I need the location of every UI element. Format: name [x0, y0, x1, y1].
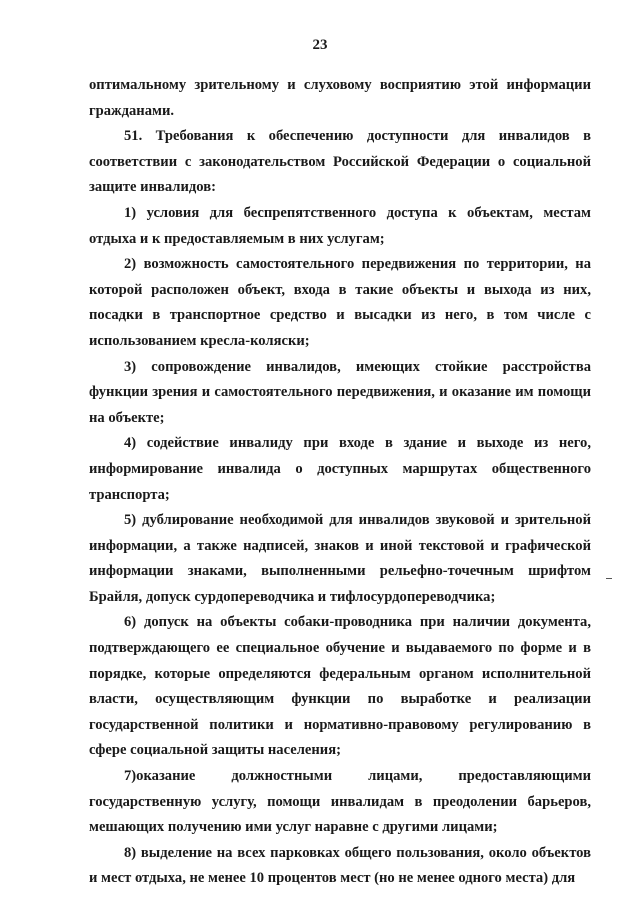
paragraph-subitem-5: 5) дублирование необходимой для инвалидов звуковой и зрительной информации, а также надписей, знаков и иной текстовой и графической информации знаками, выполненными рельефно-точечным шрифтом Брайля, допуск сурдопереводчика и тифлосурдопереводчика;	[89, 512, 591, 605]
paragraph-item-51: 51. Требования к обеспечению доступности для инвалидов в соответствии с законодательством Российской Федерации о социальной защите инвалидов:	[89, 128, 591, 196]
paragraph-subitem-8: 8) выделение на всех парковках общего пользования, около объектов и мест отдыха, не менее 10 процентов мест (но не менее одного места) для	[89, 844, 591, 887]
paragraph-subitem-4: 4) содействие инвалиду при входе в здание и выходе из него, информирование инвалида о доступных маршрутах общественного транспорта;	[89, 435, 591, 503]
paragraph-subitem-1: 1) условия для беспрепятственного доступа к объектам, местам отдыха и к предоставляемым в них услугам;	[89, 204, 591, 247]
document-body	[89, 73, 591, 892]
paragraph-continuation: оптимальному зрительному и слуховому восприятию этой информации гражданами.	[89, 77, 591, 119]
margin-mark	[606, 578, 612, 579]
paragraph-subitem-2: 2) возможность самостоятельного передвижения по территории, на которой расположен объект, входа в такие объекты и выхода из них, посадки в транспортное средство и высадки из него, в том числе с использованием кресла-коляски;	[89, 256, 591, 349]
page-number: 23	[312, 37, 328, 53]
paragraph-subitem-7: 7)оказание должностными лицами, предоставляющими государственную услугу, помощи инвалидам в преодолении барьеров, мешающих получению ими услуг наравне с другими лицами;	[89, 768, 591, 836]
paragraph-subitem-3: 3) сопровождение инвалидов, имеющих стойкие расстройства функции зрения и самостоятельного передвижения, и оказание им помощи на объекте;	[89, 358, 591, 426]
paragraph-subitem-6: 6) допуск на объекты собаки-проводника при наличии документа, подтверждающего ее специальное обучение и выдаваемого по форме и в порядке, которые определяются федеральным органом исполнительной власти, осуществляющим функции по выработке и реализации государственной политики и нормативно-правовому регулированию в сфере социальной защиты населения;	[89, 614, 591, 759]
